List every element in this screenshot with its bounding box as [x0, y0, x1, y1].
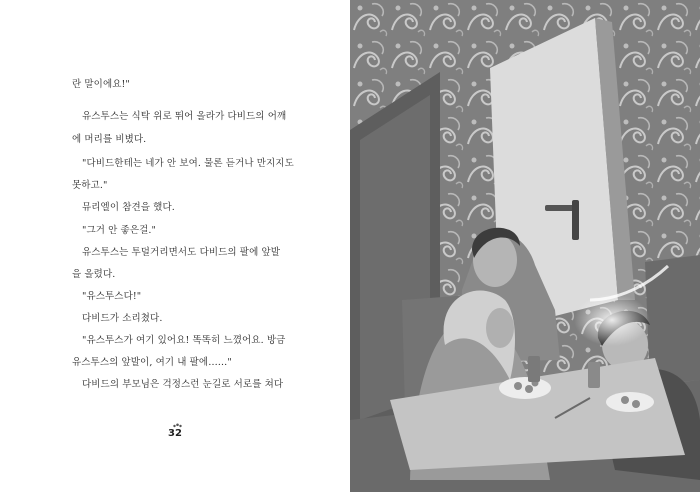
text-line: 에 머리를 비볐다.	[72, 134, 147, 145]
text-line: 을 올렸다.	[72, 269, 116, 280]
text-line: 유스투스의 앞발이, 여기 내 팔에……"	[72, 357, 232, 368]
text-line: 유스투스는 투덜거리면서도 다비드의 팔에 앞발	[82, 247, 281, 258]
text-line: "유스투스다!"	[82, 291, 142, 302]
text-line: 란 말이에요!"	[72, 79, 130, 90]
text-line: "다비드한테는 네가 안 보여. 물론 듣거나 만지지도	[82, 158, 294, 169]
text-line: "유스투스가 여기 있어요! 똑똑히 느꼈어요. 방금	[82, 335, 286, 346]
page-number: 32	[168, 428, 182, 439]
text-line: 다비드가 소리쳤다.	[82, 313, 163, 324]
illustration-family-dinner	[350, 0, 700, 492]
text-line: 다비드의 부모님은 걱정스런 눈길로 서로를 쳐다	[82, 379, 284, 390]
text-line: 뮤리엘이 참견을 했다.	[82, 202, 175, 213]
text-line: 유스투스는 식탁 위로 뛰어 올라가 다비드의 어깨	[82, 111, 287, 122]
text-line: 못하고."	[72, 180, 108, 191]
text-line: "그거 안 좋은걸."	[82, 225, 156, 236]
